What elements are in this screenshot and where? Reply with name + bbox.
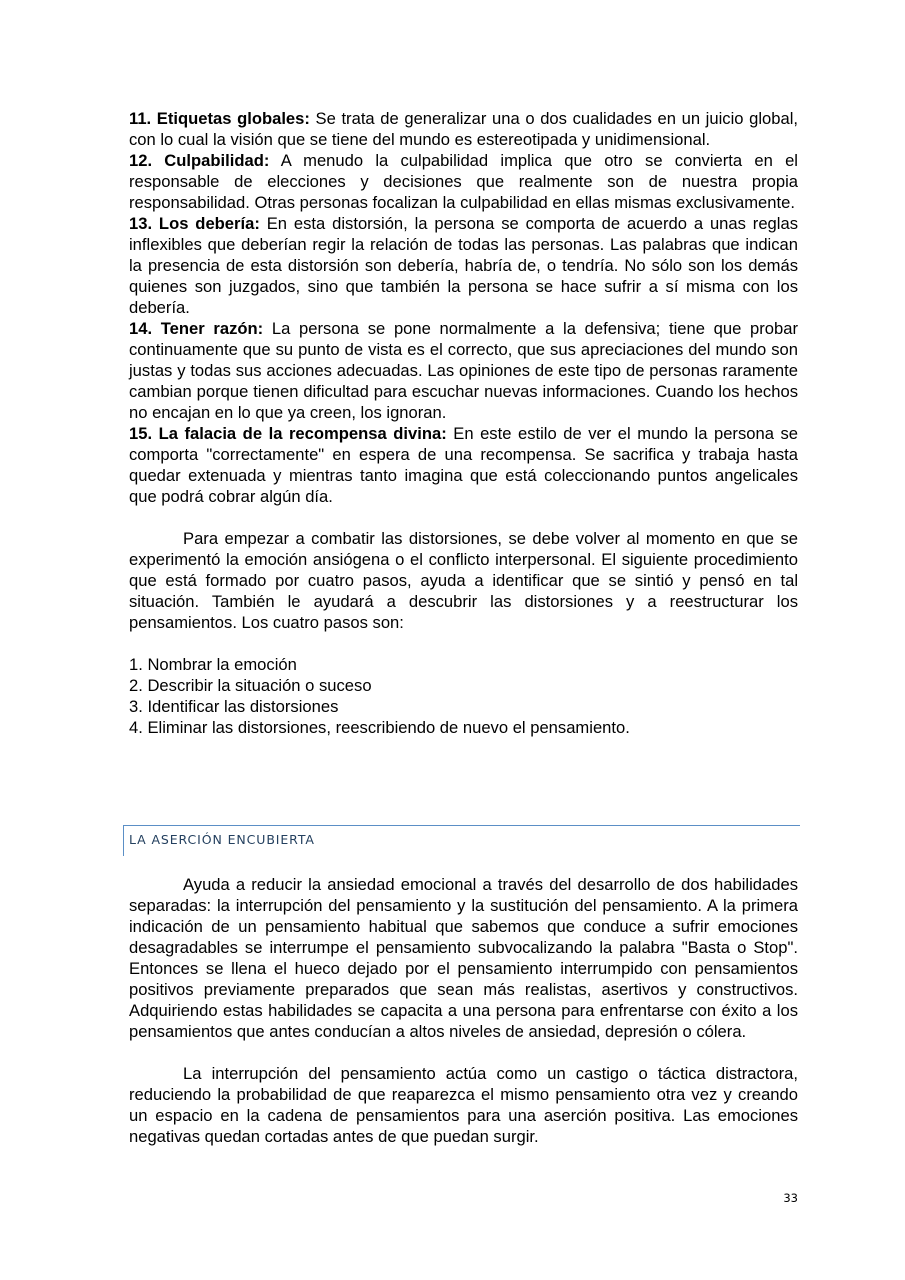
- page-number: 33: [783, 1191, 798, 1205]
- section-heading: LA ASERCIÓN ENCUBIERTA: [129, 832, 315, 847]
- step-item: 4. Eliminar las distorsiones, reescribiendo de nuevo el pensamiento.: [129, 718, 630, 737]
- section-heading-frame: [123, 825, 800, 856]
- distortion-term: 14. Tener razón:: [129, 319, 264, 338]
- main-text: [129, 108, 798, 738]
- section-text: [129, 874, 798, 1147]
- distortion-text: A menudo la culpabilidad implica que otro se convierta en el responsable de elecciones y decisiones que realmente son de nuestra propia responsabilidad. Otras personas focalizan la culpabilidad en ellas mismas exclusivamente.: [129, 151, 798, 212]
- distortion-text: En este estilo de ver el mundo la persona se comporta "correctamente" en espera de una recompensa. Se sacrifica y trabaja hasta quedar extenuada y mientras tanto imagina que está coleccionando puntos angelicales que podrá cobrar algún día.: [129, 424, 798, 506]
- section-paragraph: Ayuda a reducir la ansiedad emocional a través del desarrollo de dos habilidades separadas: la interrupción del pensamiento y la sustitución del pensamiento. A la primera indicación de un pensamiento habitual que sabemos que conduce a sufrir emociones desagradables se interrumpe el pensamiento subvocalizando la palabra "Basta o Stop". Entonces se llena el hueco dejado por el pensamiento interrumpido con pensamientos positivos previamente preparados que sean más realistas, asertivos y constructivos. Adquiriendo estas habilidades se capacita a una persona para enfrentarse con éxito a los pensamientos que antes conducían a altos niveles de ansiedad, depresión o cólera.: [129, 875, 798, 1041]
- intro-paragraph: Para empezar a combatir las distorsiones, se debe volver al momento en que se experimentó la emoción ansiógena o el conflicto interpersonal. El siguiente procedimiento que está formado por cuatro pasos, ayuda a identificar que se sintió y pensó en tal situación. También le ayudará a descubrir las distorsiones y a reestructurar los pensamientos. Los cuatro pasos son:: [129, 529, 798, 632]
- distortion-item: [129, 108, 798, 150]
- spacer: [129, 1042, 798, 1063]
- spacer: [129, 633, 798, 654]
- distortion-text: En esta distorsión, la persona se comporta de acuerdo a unas reglas inflexibles que deberían regir la relación de todas las personas. Las palabras que indican la presencia de esta distorsión son debería, habría de, o tendría. No sólo son los demás quienes son juzgados, sino que también la persona se hace sufrir a sí misma con los debería.: [129, 214, 798, 317]
- distortion-item: [129, 318, 798, 423]
- distortion-term: 11. Etiquetas globales:: [129, 109, 310, 128]
- spacer: [129, 507, 798, 528]
- section-paragraph: La interrupción del pensamiento actúa como un castigo o táctica distractora, reduciendo la probabilidad de que reaparezca el mismo pensamiento otra vez y creando un espacio en la cadena de pensamientos para una aserción positiva. Las emociones negativas quedan cortadas antes de que puedan surgir.: [129, 1064, 798, 1146]
- distortion-item: [129, 423, 798, 507]
- step-item: 3. Identificar las distorsiones: [129, 697, 339, 716]
- step-item: 1. Nombrar la emoción: [129, 655, 297, 674]
- distortion-term: 15. La falacia de la recompensa divina:: [129, 424, 447, 443]
- distortion-term: 12. Culpabilidad:: [129, 151, 270, 170]
- distortion-item: [129, 213, 798, 318]
- distortion-text: Se trata de generalizar una o dos cualidades en un juicio global, con lo cual la visión que se tiene del mundo es estereotipada y unidimensional.: [129, 109, 798, 149]
- steps-list: [129, 654, 798, 738]
- distortion-term: 13. Los debería:: [129, 214, 260, 233]
- distortion-text: La persona se pone normalmente a la defensiva; tiene que probar continuamente que su punto de vista es el correcto, que sus apreciaciones del mundo son justas y todas sus acciones adecuadas. Las opiniones de este tipo de personas raramente cambian porque tienen dificultad para escuchar nuevas informaciones. Cuando los hechos no encajan en lo que ya creen, los ignoran.: [129, 319, 798, 422]
- distortion-item: [129, 150, 798, 213]
- step-item: 2. Describir la situación o suceso: [129, 676, 372, 695]
